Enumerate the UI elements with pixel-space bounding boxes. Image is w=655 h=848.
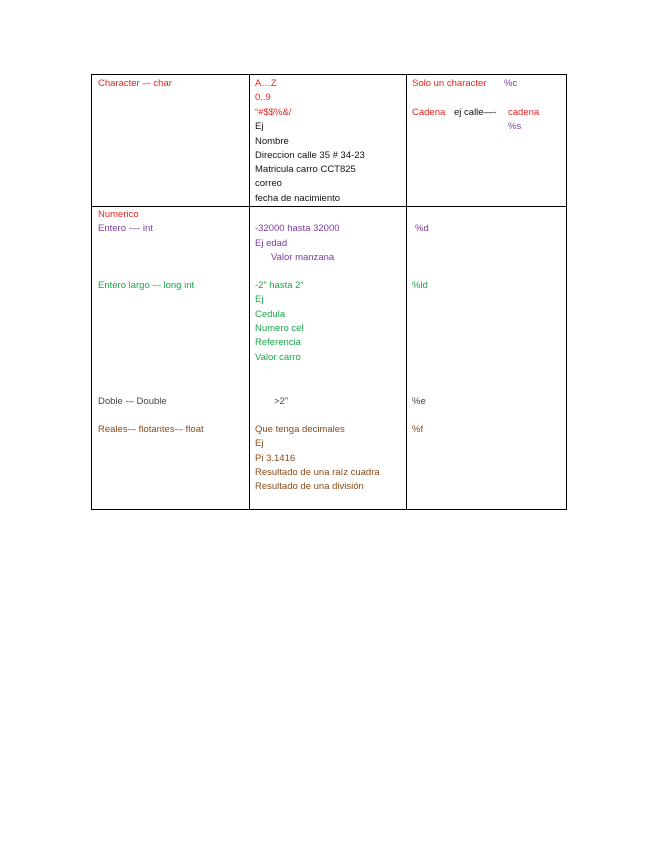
table-top-border [92, 74, 566, 75]
format-specifier-s: %s [508, 121, 522, 132]
table-bottom-border [92, 509, 566, 510]
entero-largo-label: Entero largo -– long int [98, 280, 195, 291]
char-example: Ej [255, 121, 264, 132]
entero-largo-example: Cedula [255, 309, 286, 320]
entero-example: Ej edad [255, 238, 288, 249]
reales-description: Pi 3.1416 [255, 453, 296, 464]
char-example: 0..9 [255, 92, 271, 103]
format-specifier-d: %d [415, 223, 429, 234]
char-example: Direccion calle 35 # 34-23 [255, 150, 365, 161]
char-type-label: Character –- char [98, 78, 172, 89]
column-divider-1 [249, 74, 250, 510]
cadena-label: Cadena [412, 107, 446, 118]
char-example: Matricula carro CCT825 [255, 164, 356, 175]
char-example: Nombre [255, 136, 289, 147]
entero-label: Entero -–- int [98, 223, 153, 234]
reales-description: Resultado de una división [255, 481, 364, 492]
row-divider [92, 206, 566, 207]
reales-description: Resultado de una raíz cuadra [255, 467, 380, 478]
doble-label: Doble -– Double [98, 396, 167, 407]
column-divider-2 [406, 74, 407, 510]
format-specifier-f: %f [412, 424, 424, 435]
char-example: correo [255, 178, 282, 189]
char-example: “#$$%&/ [255, 107, 292, 118]
entero-largo-range: -2” hasta 2” [255, 280, 304, 291]
doble-range: >2” [274, 396, 288, 407]
entero-largo-example: Ej [255, 294, 264, 305]
char-example: fecha de nacimiento [255, 193, 341, 204]
entero-range: -32000 hasta 32000 [255, 223, 340, 234]
entero-largo-example: Numero cel [255, 323, 304, 334]
data-types-table [91, 74, 567, 510]
format-specifier-ld: %ld [412, 280, 428, 291]
solo-char-label: Solo un character [412, 78, 487, 89]
format-specifier-e: %e [412, 396, 426, 407]
numerico-heading: Numerico [98, 209, 139, 220]
reales-description: Ej [255, 438, 264, 449]
format-specifier-c: %c [504, 78, 518, 89]
entero-example: Valor manzana [271, 252, 335, 263]
entero-largo-example: Referencia [255, 337, 301, 348]
entero-largo-example: Valor carro [255, 352, 301, 363]
reales-label: Reales-– flotantes-– float [98, 424, 204, 435]
reales-description: Que tenga decimales [255, 424, 345, 435]
char-example: A…Z [255, 78, 277, 89]
cadena-example: ej calle—- [454, 107, 497, 118]
cadena-label-2: cadena [508, 107, 540, 118]
